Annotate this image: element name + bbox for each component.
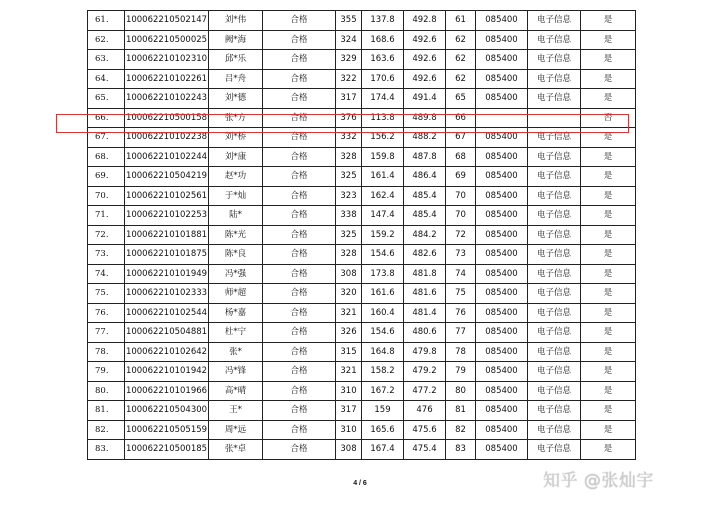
total-score-cell: 476 <box>404 401 446 421</box>
table-row <box>88 128 636 148</box>
exam-score-cell: 310 <box>336 381 362 401</box>
candidate-id-cell: 100062210101942 <box>125 362 209 382</box>
exam-score-cell: 317 <box>336 89 362 109</box>
major-code-cell: 085400 <box>476 303 528 323</box>
rank-cell: 66 <box>446 108 476 128</box>
total-score-cell: 492.8 <box>404 11 446 31</box>
candidate-name-cell: 刘*桥 <box>209 128 263 148</box>
admitted-flag-cell: 是 <box>581 69 636 89</box>
candidate-name-cell: 邱*乐 <box>209 50 263 70</box>
interview-score-cell: 113.8 <box>362 108 404 128</box>
rank-cell: 62 <box>446 69 476 89</box>
major-name-cell: 电子信息 <box>528 284 581 304</box>
candidate-name-cell: 高*晴 <box>209 381 263 401</box>
interview-score-cell: 168.6 <box>362 30 404 50</box>
table-row <box>88 167 636 187</box>
admitted-flag-cell: 是 <box>581 186 636 206</box>
total-score-cell: 485.4 <box>404 186 446 206</box>
total-score-cell: 479.2 <box>404 362 446 382</box>
major-code-cell: 085400 <box>476 401 528 421</box>
table-row <box>88 420 636 440</box>
table-row <box>88 245 636 265</box>
table-row <box>88 264 636 284</box>
exam-score-cell: 321 <box>336 362 362 382</box>
qualification-status-cell: 合格 <box>263 225 336 245</box>
major-name-cell: 电子信息 <box>528 11 581 31</box>
interview-score-cell: 154.6 <box>362 245 404 265</box>
candidate-id-cell: 100062210504300 <box>125 401 209 421</box>
major-code-cell: 085400 <box>476 69 528 89</box>
admitted-flag-cell: 是 <box>581 303 636 323</box>
rank-cell: 73 <box>446 245 476 265</box>
candidate-id-cell: 100062210102238 <box>125 128 209 148</box>
major-name-cell: 电子信息 <box>528 323 581 343</box>
row-index-cell: 75. <box>88 284 125 304</box>
candidate-name-cell: 张*方 <box>209 108 263 128</box>
total-score-cell: 479.8 <box>404 342 446 362</box>
interview-score-cell: 147.4 <box>362 206 404 226</box>
major-code-cell <box>476 108 528 128</box>
admitted-flag-cell: 是 <box>581 264 636 284</box>
rank-cell: 67 <box>446 128 476 148</box>
row-index-cell: 77. <box>88 323 125 343</box>
qualification-status-cell: 合格 <box>263 50 336 70</box>
table-row <box>88 225 636 245</box>
exam-score-cell: 328 <box>336 245 362 265</box>
rank-cell: 74 <box>446 264 476 284</box>
row-index-cell: 81. <box>88 401 125 421</box>
exam-score-cell: 317 <box>336 401 362 421</box>
rank-cell: 83 <box>446 440 476 460</box>
major-name-cell: 电子信息 <box>528 420 581 440</box>
candidate-id-cell: 100062210102253 <box>125 206 209 226</box>
major-name-cell: 电子信息 <box>528 362 581 382</box>
interview-score-cell: 158.2 <box>362 362 404 382</box>
major-name-cell: 电子信息 <box>528 303 581 323</box>
table-row <box>88 69 636 89</box>
row-index-cell: 62. <box>88 30 125 50</box>
table-row <box>88 362 636 382</box>
table-row <box>88 206 636 226</box>
admitted-flag-cell: 是 <box>581 420 636 440</box>
candidate-name-cell: 刘*伟 <box>209 11 263 31</box>
major-code-cell: 085400 <box>476 30 528 50</box>
candidate-name-cell: 刘*德 <box>209 89 263 109</box>
major-code-cell: 085400 <box>476 381 528 401</box>
admitted-flag-cell: 是 <box>581 30 636 50</box>
total-score-cell: 491.4 <box>404 89 446 109</box>
interview-score-cell: 159.2 <box>362 225 404 245</box>
interview-score-cell: 161.4 <box>362 167 404 187</box>
candidate-id-cell: 100062210101881 <box>125 225 209 245</box>
major-name-cell: 电子信息 <box>528 225 581 245</box>
total-score-cell: 475.6 <box>404 420 446 440</box>
qualification-status-cell: 合格 <box>263 69 336 89</box>
qualification-status-cell: 合格 <box>263 342 336 362</box>
candidate-id-cell: 100062210102244 <box>125 147 209 167</box>
admitted-flag-cell: 是 <box>581 128 636 148</box>
major-name-cell: 电子信息 <box>528 440 581 460</box>
row-index-cell: 79. <box>88 362 125 382</box>
total-score-cell: 481.4 <box>404 303 446 323</box>
major-code-cell: 085400 <box>476 11 528 31</box>
candidate-name-cell: 于*灿 <box>209 186 263 206</box>
interview-score-cell: 162.4 <box>362 186 404 206</box>
row-index-cell: 76. <box>88 303 125 323</box>
candidate-name-cell: 张* <box>209 342 263 362</box>
candidate-id-cell: 100062210102561 <box>125 186 209 206</box>
total-score-cell: 492.6 <box>404 30 446 50</box>
admitted-flag-cell: 是 <box>581 206 636 226</box>
admitted-flag-cell: 是 <box>581 50 636 70</box>
table-row <box>88 147 636 167</box>
page-number: 4 / 6 <box>353 480 367 487</box>
row-index-cell: 61. <box>88 11 125 31</box>
major-name-cell: 电子信息 <box>528 401 581 421</box>
row-index-cell: 64. <box>88 69 125 89</box>
table-row <box>88 342 636 362</box>
major-code-cell: 085400 <box>476 323 528 343</box>
candidate-name-cell: 阙*海 <box>209 30 263 50</box>
watermark-text: 知乎 @张灿宇 <box>543 471 654 491</box>
rank-cell: 70 <box>446 186 476 206</box>
rank-cell: 69 <box>446 167 476 187</box>
row-index-cell: 74. <box>88 264 125 284</box>
candidate-name-cell: 冯*锋 <box>209 362 263 382</box>
candidate-name-cell: 王* <box>209 401 263 421</box>
exam-score-cell: 329 <box>336 50 362 70</box>
candidate-id-cell: 100062210502147 <box>125 11 209 31</box>
qualification-status-cell: 合格 <box>263 420 336 440</box>
candidate-name-cell: 冯*强 <box>209 264 263 284</box>
candidate-id-cell: 100062210500158 <box>125 108 209 128</box>
total-score-cell: 485.4 <box>404 206 446 226</box>
major-code-cell: 085400 <box>476 264 528 284</box>
qualification-status-cell: 合格 <box>263 167 336 187</box>
rank-cell: 65 <box>446 89 476 109</box>
row-index-cell: 69. <box>88 167 125 187</box>
interview-score-cell: 137.8 <box>362 11 404 31</box>
interview-score-cell: 159.8 <box>362 147 404 167</box>
total-score-cell: 492.6 <box>404 69 446 89</box>
major-name-cell <box>528 108 581 128</box>
major-code-cell: 085400 <box>476 128 528 148</box>
major-name-cell: 电子信息 <box>528 206 581 226</box>
major-code-cell: 085400 <box>476 362 528 382</box>
admitted-flag-cell: 是 <box>581 342 636 362</box>
interview-score-cell: 164.8 <box>362 342 404 362</box>
rank-cell: 82 <box>446 420 476 440</box>
major-code-cell: 085400 <box>476 245 528 265</box>
interview-score-cell: 173.8 <box>362 264 404 284</box>
exam-score-cell: 320 <box>336 284 362 304</box>
table-row <box>88 401 636 421</box>
table-body <box>88 11 636 460</box>
admitted-flag-cell: 是 <box>581 284 636 304</box>
candidate-name-cell: 赵*功 <box>209 167 263 187</box>
candidate-name-cell: 周*远 <box>209 420 263 440</box>
exam-score-cell: 376 <box>336 108 362 128</box>
candidate-name-cell: 陈*良 <box>209 245 263 265</box>
candidate-id-cell: 100062210101949 <box>125 264 209 284</box>
exam-score-cell: 322 <box>336 69 362 89</box>
row-index-cell: 63. <box>88 50 125 70</box>
qualification-status-cell: 合格 <box>263 206 336 226</box>
total-score-cell: 480.6 <box>404 323 446 343</box>
total-score-cell: 488.2 <box>404 128 446 148</box>
total-score-cell: 477.2 <box>404 381 446 401</box>
total-score-cell: 486.4 <box>404 167 446 187</box>
candidate-name-cell: 师*超 <box>209 284 263 304</box>
major-name-cell: 电子信息 <box>528 89 581 109</box>
qualification-status-cell: 合格 <box>263 89 336 109</box>
row-index-cell: 78. <box>88 342 125 362</box>
qualification-status-cell: 合格 <box>263 284 336 304</box>
candidate-id-cell: 100062210500185 <box>125 440 209 460</box>
major-code-cell: 085400 <box>476 342 528 362</box>
rank-cell: 76 <box>446 303 476 323</box>
interview-score-cell: 154.6 <box>362 323 404 343</box>
rank-cell: 62 <box>446 30 476 50</box>
candidate-id-cell: 100062210504881 <box>125 323 209 343</box>
table-row <box>88 50 636 70</box>
table-row <box>88 11 636 31</box>
admitted-flag-cell: 是 <box>581 401 636 421</box>
admitted-flag-cell: 是 <box>581 167 636 187</box>
qualification-status-cell: 合格 <box>263 128 336 148</box>
total-score-cell: 481.6 <box>404 284 446 304</box>
row-index-cell: 66. <box>88 108 125 128</box>
row-index-cell: 67. <box>88 128 125 148</box>
candidate-name-cell: 陈*光 <box>209 225 263 245</box>
admitted-flag-cell: 是 <box>581 323 636 343</box>
candidate-id-cell: 100062210101966 <box>125 381 209 401</box>
row-index-cell: 68. <box>88 147 125 167</box>
candidate-id-cell: 100062210102310 <box>125 50 209 70</box>
rank-cell: 70 <box>446 206 476 226</box>
qualification-status-cell: 合格 <box>263 147 336 167</box>
candidate-name-cell: 张*卓 <box>209 440 263 460</box>
rank-cell: 79 <box>446 362 476 382</box>
table-row <box>88 381 636 401</box>
major-name-cell: 电子信息 <box>528 381 581 401</box>
major-name-cell: 电子信息 <box>528 30 581 50</box>
major-code-cell: 085400 <box>476 50 528 70</box>
candidate-name-cell: 陆* <box>209 206 263 226</box>
total-score-cell: 484.2 <box>404 225 446 245</box>
exam-score-cell: 332 <box>336 128 362 148</box>
total-score-cell: 489.8 <box>404 108 446 128</box>
major-name-cell: 电子信息 <box>528 50 581 70</box>
admitted-flag-cell: 是 <box>581 381 636 401</box>
table-row <box>88 186 636 206</box>
major-code-cell: 085400 <box>476 147 528 167</box>
major-code-cell: 085400 <box>476 225 528 245</box>
qualification-status-cell: 合格 <box>263 401 336 421</box>
admitted-flag-cell: 否 <box>581 108 636 128</box>
candidate-id-cell: 100062210505159 <box>125 420 209 440</box>
exam-score-cell: 355 <box>336 11 362 31</box>
major-name-cell: 电子信息 <box>528 69 581 89</box>
exam-score-cell: 326 <box>336 323 362 343</box>
major-code-cell: 085400 <box>476 186 528 206</box>
admitted-flag-cell: 是 <box>581 11 636 31</box>
admitted-flag-cell: 是 <box>581 440 636 460</box>
major-name-cell: 电子信息 <box>528 147 581 167</box>
exam-score-cell: 325 <box>336 225 362 245</box>
rank-cell: 80 <box>446 381 476 401</box>
table-row <box>88 284 636 304</box>
candidate-id-cell: 100062210102642 <box>125 342 209 362</box>
exam-score-cell: 338 <box>336 206 362 226</box>
interview-score-cell: 174.4 <box>362 89 404 109</box>
qualification-status-cell: 合格 <box>263 362 336 382</box>
admitted-flag-cell: 是 <box>581 362 636 382</box>
interview-score-cell: 165.6 <box>362 420 404 440</box>
table-row <box>88 323 636 343</box>
exam-score-cell: 328 <box>336 147 362 167</box>
total-score-cell: 475.4 <box>404 440 446 460</box>
interview-score-cell: 167.2 <box>362 381 404 401</box>
table-row <box>88 303 636 323</box>
major-code-cell: 085400 <box>476 206 528 226</box>
qualification-status-cell: 合格 <box>263 11 336 31</box>
major-code-cell: 085400 <box>476 420 528 440</box>
candidate-id-cell: 100062210102243 <box>125 89 209 109</box>
candidate-name-cell: 吕*舟 <box>209 69 263 89</box>
candidate-name-cell: 刘*康 <box>209 147 263 167</box>
qualification-status-cell: 合格 <box>263 108 336 128</box>
candidate-id-cell: 100062210500025 <box>125 30 209 50</box>
total-score-cell: 487.8 <box>404 147 446 167</box>
major-name-cell: 电子信息 <box>528 167 581 187</box>
total-score-cell: 481.8 <box>404 264 446 284</box>
rank-cell: 61 <box>446 11 476 31</box>
rank-cell: 75 <box>446 284 476 304</box>
admitted-flag-cell: 是 <box>581 89 636 109</box>
row-index-cell: 80. <box>88 381 125 401</box>
qualification-status-cell: 合格 <box>263 186 336 206</box>
row-index-cell: 71. <box>88 206 125 226</box>
exam-score-cell: 321 <box>336 303 362 323</box>
interview-score-cell: 160.4 <box>362 303 404 323</box>
qualification-status-cell: 合格 <box>263 440 336 460</box>
rank-cell: 68 <box>446 147 476 167</box>
row-index-cell: 65. <box>88 89 125 109</box>
qualification-status-cell: 合格 <box>263 323 336 343</box>
major-name-cell: 电子信息 <box>528 128 581 148</box>
major-code-cell: 085400 <box>476 440 528 460</box>
interview-score-cell: 170.6 <box>362 69 404 89</box>
major-name-cell: 电子信息 <box>528 264 581 284</box>
rank-cell: 62 <box>446 50 476 70</box>
rank-cell: 77 <box>446 323 476 343</box>
exam-score-cell: 315 <box>336 342 362 362</box>
candidate-id-cell: 100062210102261 <box>125 69 209 89</box>
interview-score-cell: 167.4 <box>362 440 404 460</box>
table-row <box>88 30 636 50</box>
qualification-status-cell: 合格 <box>263 303 336 323</box>
admitted-flag-cell: 是 <box>581 245 636 265</box>
admitted-flag-cell: 是 <box>581 225 636 245</box>
exam-score-cell: 308 <box>336 264 362 284</box>
exam-score-cell: 325 <box>336 167 362 187</box>
admission-results-table <box>87 10 636 460</box>
major-name-cell: 电子信息 <box>528 186 581 206</box>
candidate-id-cell: 100062210102544 <box>125 303 209 323</box>
exam-score-cell: 310 <box>336 420 362 440</box>
major-code-cell: 085400 <box>476 167 528 187</box>
qualification-status-cell: 合格 <box>263 245 336 265</box>
total-score-cell: 482.6 <box>404 245 446 265</box>
candidate-id-cell: 100062210102333 <box>125 284 209 304</box>
qualification-status-cell: 合格 <box>263 381 336 401</box>
row-index-cell: 82. <box>88 420 125 440</box>
major-name-cell: 电子信息 <box>528 342 581 362</box>
candidate-name-cell: 杨*嘉 <box>209 303 263 323</box>
table-row <box>88 89 636 109</box>
rank-cell: 72 <box>446 225 476 245</box>
row-index-cell: 70. <box>88 186 125 206</box>
candidate-id-cell: 100062210101875 <box>125 245 209 265</box>
candidate-name-cell: 杜*宁 <box>209 323 263 343</box>
row-index-cell: 73. <box>88 245 125 265</box>
table-row <box>88 108 636 128</box>
total-score-cell: 492.6 <box>404 50 446 70</box>
interview-score-cell: 156.2 <box>362 128 404 148</box>
exam-score-cell: 308 <box>336 440 362 460</box>
major-name-cell: 电子信息 <box>528 245 581 265</box>
candidate-id-cell: 100062210504219 <box>125 167 209 187</box>
row-index-cell: 72. <box>88 225 125 245</box>
major-code-cell: 085400 <box>476 284 528 304</box>
exam-score-cell: 324 <box>336 30 362 50</box>
rank-cell: 81 <box>446 401 476 421</box>
major-code-cell: 085400 <box>476 89 528 109</box>
qualification-status-cell: 合格 <box>263 264 336 284</box>
interview-score-cell: 159 <box>362 401 404 421</box>
interview-score-cell: 163.6 <box>362 50 404 70</box>
exam-score-cell: 323 <box>336 186 362 206</box>
admitted-flag-cell: 是 <box>581 147 636 167</box>
table-row <box>88 440 636 460</box>
interview-score-cell: 161.6 <box>362 284 404 304</box>
row-index-cell: 83. <box>88 440 125 460</box>
rank-cell: 78 <box>446 342 476 362</box>
qualification-status-cell: 合格 <box>263 30 336 50</box>
